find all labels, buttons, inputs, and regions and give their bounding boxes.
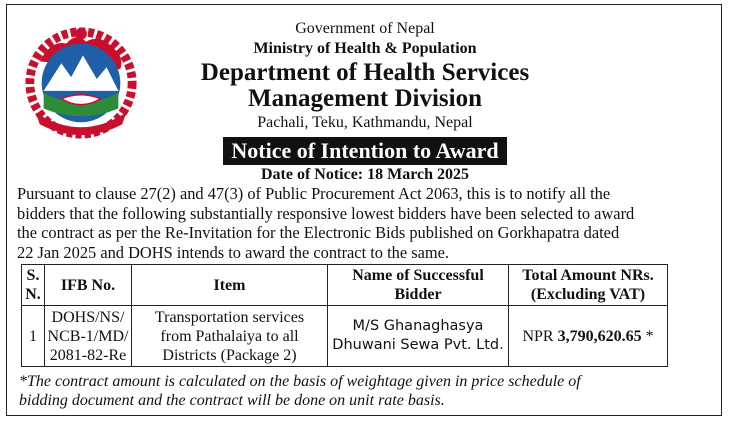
notice-body <box>17 184 717 262</box>
body-line: Pursuant to clause 27(2) and 47(3) of Public Procurement Act 2063, this is to notify all the <box>17 184 611 203</box>
cell-amount: NPR 3,790,620.65 * <box>509 306 668 367</box>
division-title: Management Division <box>247 85 483 112</box>
address-line: Pachali, Teku, Kathmandu, Nepal <box>257 114 473 131</box>
government-line: Government of Nepal <box>295 20 435 37</box>
table-header-row <box>22 265 668 306</box>
cell-bidder: M/S Ghanaghasya Dhuwani Sewa Pvt. Ltd. <box>328 306 509 367</box>
department-title: Department of Health Services <box>200 59 530 86</box>
notice-banner <box>0 137 730 165</box>
ministry-line: Ministry of Health & Population <box>253 40 477 57</box>
header-sn: S. N. <box>22 265 45 306</box>
notice-date: Date of Notice: 18 March 2025 <box>260 166 470 183</box>
footnote-line: *The contract amount is calculated on the basis of weightage given in price schedule of <box>19 373 581 390</box>
header-item: Item <box>132 265 328 306</box>
footnote <box>19 372 719 410</box>
cell-item: Transportation services from Pathalaiya to all Districts (Package 2) <box>132 306 328 367</box>
footnote-line: bidding document and the contract will be done on unit rate basis. <box>19 392 445 409</box>
award-table <box>21 264 668 367</box>
header-bidder: Name of Successful Bidder <box>328 265 509 306</box>
notice-title: Notice of Intention to Award <box>223 137 506 165</box>
cell-ifb: DOHS/NS/ NCB-1/MD/ 2081-82-Re <box>45 306 132 367</box>
header-ifb: IFB No. <box>45 265 132 306</box>
body-line: the contract as per the Re-Invitation for the Electronic Bids published on Gorkhapatra dated <box>17 223 620 242</box>
table-row <box>22 306 668 367</box>
body-line: 22 Jan 2025 and DOHS intends to award the contract to the same. <box>17 242 449 262</box>
body-line: bidders that the following substantially responsive lowest bidders have been selected to award <box>17 203 635 223</box>
cell-sn: 1 <box>22 306 45 367</box>
header-amount: Total Amount NRs. (Excluding VAT) <box>509 265 668 306</box>
